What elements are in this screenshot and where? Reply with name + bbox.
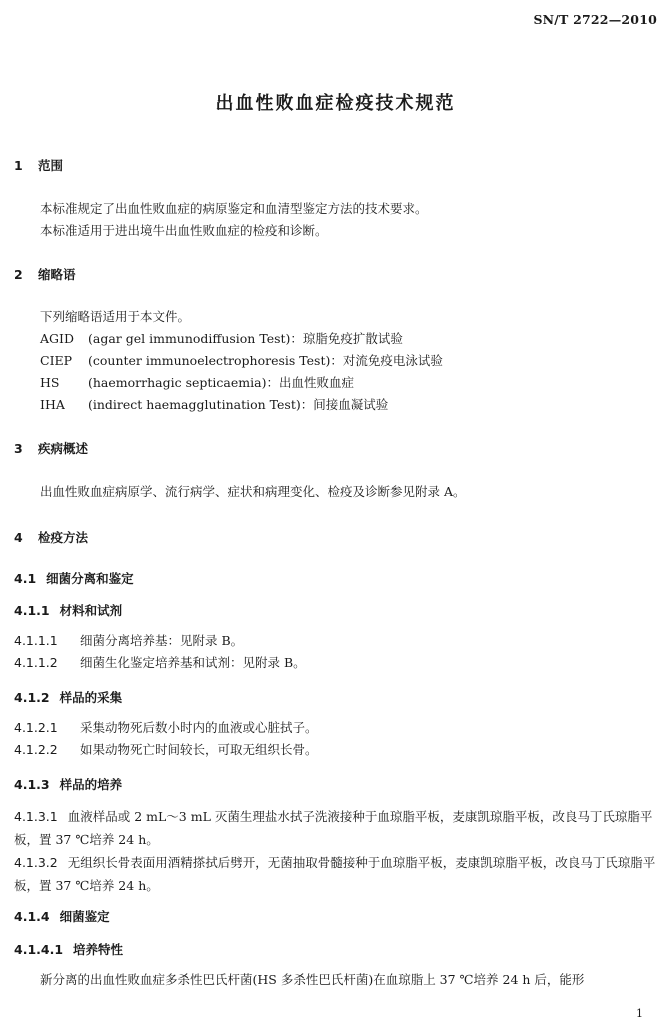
subsection-number: 4.1.3: [14, 777, 50, 792]
subsection-title: 样品的采集: [59, 690, 123, 705]
abbreviation-text: (agar gel immunodiffusion Test)：琼脂免疫扩散试验: [88, 331, 403, 346]
clause-item: [14, 739, 318, 761]
subsection-heading: [14, 940, 123, 958]
abbreviation-key: HS: [40, 375, 60, 390]
paragraph: 出血性败血症病原学、流行病学、症状和病理变化、检疫及诊断参见附录 A。: [40, 484, 466, 499]
abbreviation-text: (haemorrhagic septicaemia)：出血性败血症: [88, 375, 354, 390]
abbreviation-text: (counter immunoelectrophoresis Test)：对流免疫电泳试验: [88, 353, 443, 368]
subsection-title: 样品的培养: [59, 777, 123, 792]
abbreviation-item: [40, 372, 354, 394]
clause-number: 4.1.2.2: [14, 742, 58, 757]
subsection-number: 4.1.4.1: [14, 942, 64, 957]
clause-text: 血液样品或 2 mL～3 mL 灭菌生理盐水拭子洗液接种于血琼脂平板，麦康凯琼脂平板，改良马丁氏琼脂平板，置 37 ℃培养 24 h。: [14, 809, 653, 847]
section-1-heading: [14, 156, 63, 174]
page-title: 出血性败血症检疫技术规范: [215, 93, 456, 114]
clause-item: [14, 717, 318, 739]
abbreviation-key: CIEP: [40, 353, 73, 368]
page-number: 1: [636, 1007, 643, 1020]
clause-text: 如果动物死亡时间较长，可取无组织长骨。: [80, 742, 318, 757]
clause-paragraph: [14, 851, 659, 897]
section-title: 范围: [38, 158, 64, 173]
clause-number: 4.1.2.1: [14, 720, 58, 735]
section-2-heading: [14, 265, 76, 283]
subsection-title: 培养特性: [73, 942, 124, 957]
clause-text: 细菌生化鉴定培养基和试剂：见附录 B。: [80, 655, 306, 670]
paragraph: 本标准适用于进出境牛出血性败血症的检疫和诊断。: [40, 223, 328, 238]
abbreviation-text: (indirect haemagglutination Test)：间接血凝试验: [88, 397, 389, 412]
subsection-heading: [14, 688, 122, 706]
section-title: 检疫方法: [38, 530, 89, 545]
section-number: 2: [14, 267, 23, 282]
clause-text: 采集动物死后数小时内的血液或心脏拭子。: [80, 720, 318, 735]
paragraph: 下列缩略语适用于本文件。: [40, 309, 191, 324]
clause-number: 4.1.1.2: [14, 655, 58, 670]
subsection-number: 4.1.4: [14, 909, 50, 924]
subsection-title: 细菌鉴定: [59, 909, 110, 924]
abbreviation-key: IHA: [40, 397, 65, 412]
section-title: 疾病概述: [38, 441, 89, 456]
subsection-title: 细菌分离和鉴定: [46, 571, 134, 586]
clause-number: 4.1.3.2: [14, 855, 58, 870]
subsection-title: 材料和试剂: [59, 603, 123, 618]
clause-item: [14, 652, 306, 674]
paragraph: 新分离的出血性败血症多杀性巴氏杆菌(HS 多杀性巴氏杆菌)在血琼脂上 37 ℃培养 24 h 后，能形: [40, 972, 585, 987]
section-title: 缩略语: [38, 267, 76, 282]
paragraph: 本标准规定了出血性败血症的病原鉴定和血清型鉴定方法的技术要求。: [40, 201, 428, 216]
clause-number: 4.1.1.1: [14, 633, 58, 648]
subsection-heading: [14, 601, 122, 619]
clause-text: 无组织长骨表面用酒精搽拭后劈开，无菌抽取骨髓接种于血琼脂平板，麦康凯琼脂平板，改良马丁氏琼脂平板，置 37 ℃培养 24 h。: [14, 855, 656, 893]
clause-text: 细菌分离培养基：见附录 B。: [80, 633, 244, 648]
abbreviation-key: AGID: [40, 331, 74, 346]
standard-code: SN/T 2722—2010: [533, 12, 657, 27]
abbreviation-item: [40, 394, 388, 416]
subsection-number: 4.1.2: [14, 690, 50, 705]
clause-number: 4.1.3.1: [14, 809, 58, 824]
clause-paragraph: [14, 805, 659, 851]
subsection-heading: [14, 569, 134, 587]
section-number: 1: [14, 158, 23, 173]
section-4-heading: [14, 528, 88, 546]
subsection-heading: [14, 775, 122, 793]
section-3-heading: [14, 439, 88, 457]
abbreviation-item: [40, 328, 403, 350]
section-number: 4: [14, 530, 23, 545]
subsection-number: 4.1: [14, 571, 37, 586]
subsection-heading: [14, 907, 110, 925]
abbreviation-item: [40, 350, 443, 372]
clause-item: [14, 630, 243, 652]
subsection-number: 4.1.1: [14, 603, 50, 618]
section-number: 3: [14, 441, 23, 456]
